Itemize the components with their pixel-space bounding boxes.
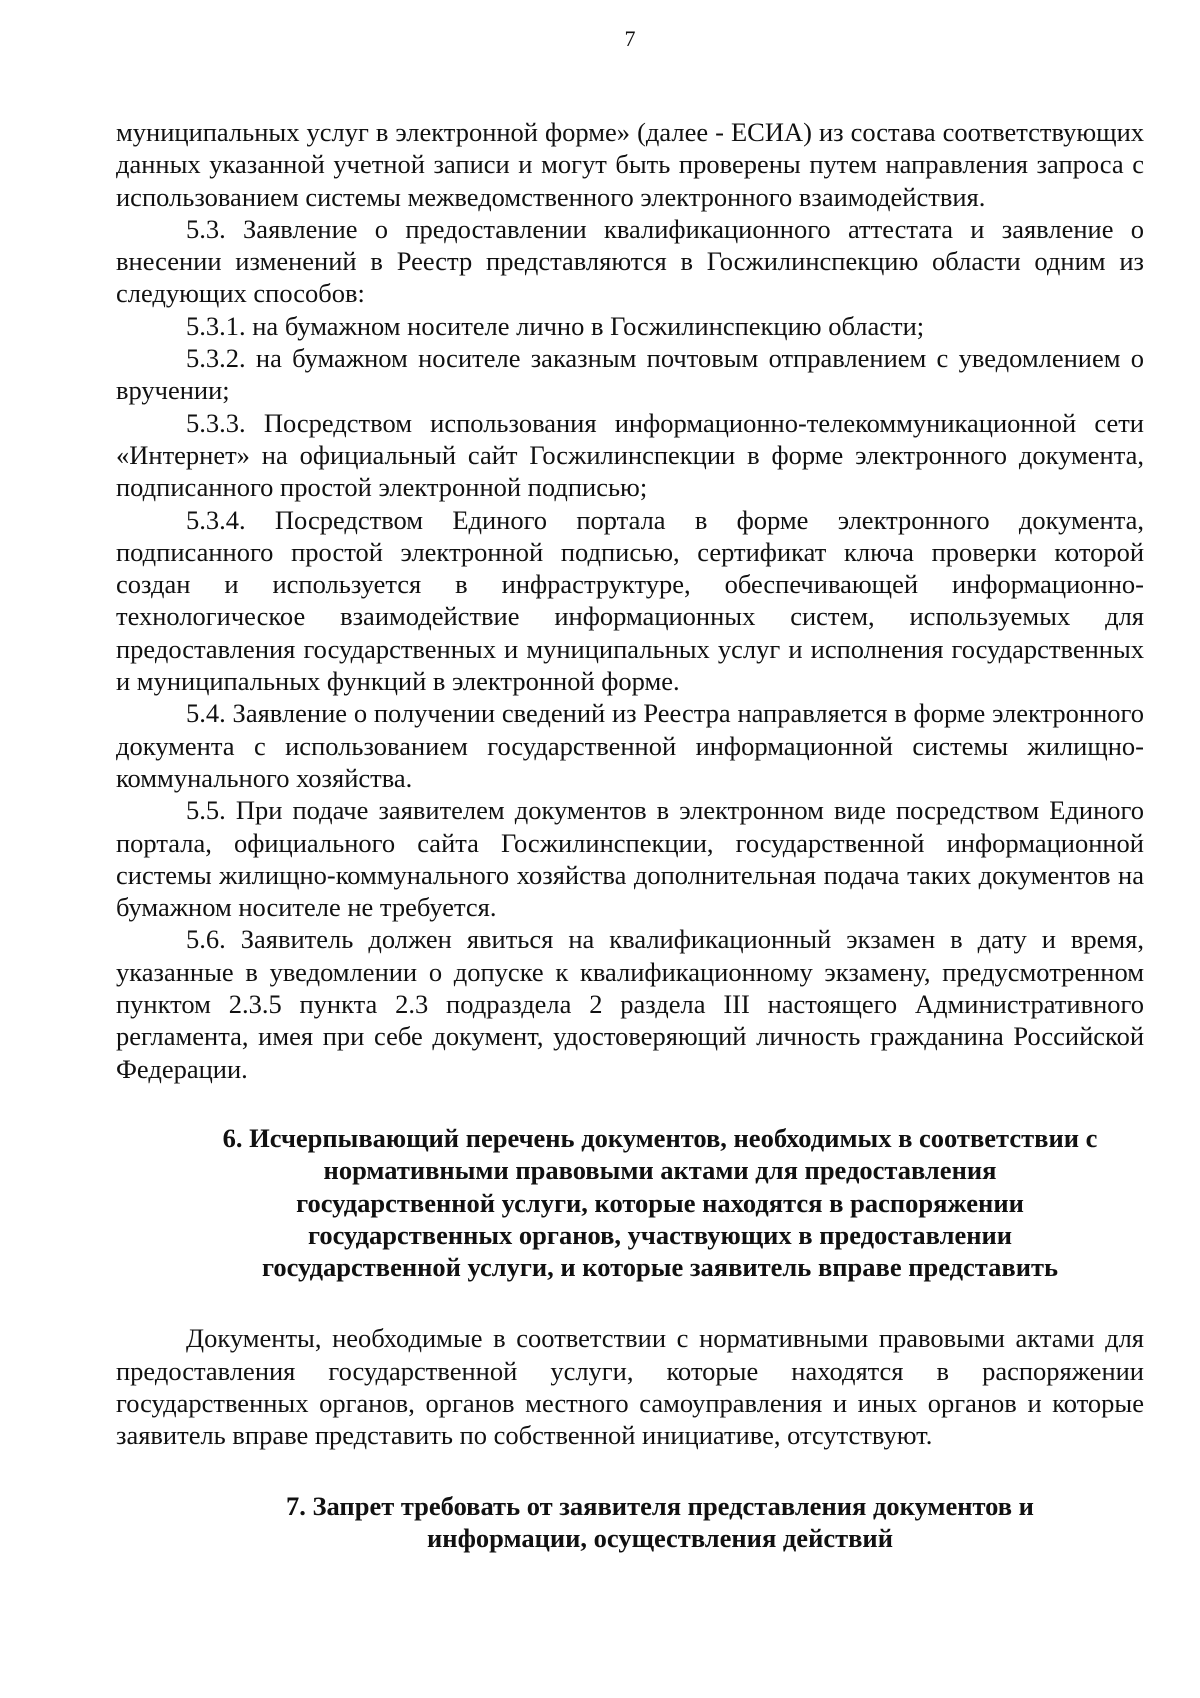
- section-6-paragraph: Документы, необходимые в соответствии с нормативными правовыми актами для предоставления государственной услуги, которые находятся в распоряжении государственных органов, органов местного самоуправления и иных органов и которые заявитель вправе представить по собственной инициативе, отсутствуют.: [116, 1323, 1144, 1451]
- section-6-heading-line: 6. Исчерпывающий перечень документов, необходимых в соответствии с: [222, 1122, 1098, 1153]
- paragraph-5-3-1: 5.3.1. на бумажном носителе лично в Госжилинспекцию области;: [186, 310, 925, 341]
- paragraph-5-3-4: 5.3.4. Посредством Единого портала в форме электронного документа, подписанного простой электронной подписью, сертификат ключа проверки которой создан и используется в инфраструктуре, обеспечивающей информационно-технологическое взаимодействие информационных систем, используемых для предоставления государственных и муниципальных услуг и исполнения государственных и муниципальных функций в электронной форме.: [116, 504, 1144, 697]
- paragraph-5-3: 5.3. Заявление о предоставлении квалификационного аттестата и заявление о внесении изменений в Реестр представляются в Госжилинспекцию области одним из следующих способов:: [116, 213, 1144, 309]
- section-6-heading-line: государственных органов, участвующих в предоставлении: [307, 1219, 1013, 1250]
- paragraph-5-3-2: 5.3.2. на бумажном носителе заказным почтовым отправлением с уведомлением о вручении;: [116, 343, 1144, 406]
- section-6-heading: [116, 1122, 1144, 1283]
- paragraph-5-4: 5.4. Заявление о получении сведений из Реестра направляется в форме электронного документа с использованием государственной информационной системы жилищно-коммунального хозяйства.: [116, 698, 1144, 793]
- section-7-heading-line: информации, осуществления действий: [427, 1522, 893, 1553]
- paragraph-5-3-3: 5.3.3. Посредством использования информационно-телекоммуникационной сети «Интернет» на официальный сайт Госжилинспекции в форме электронного документа, подписанного простой электронной подписью;: [116, 407, 1144, 503]
- paragraph-5-6: 5.6. Заявитель должен явиться на квалификационный экзамен в дату и время, указанные в уведомлении о допуске к квалификационному экзамену, предусмотренном пунктом 2.3.5 пункта 2.3 подраздела 2 раздела III настоящего Административного регламента, имея при себе документ, удостоверяющий личность гражданина Российской Федерации.: [116, 924, 1144, 1084]
- paragraph-esia-continuation: муниципальных услуг в электронной форме» (далее - ЕСИА) из состава соответствующих данных указанной учетной записи и могут быть проверены путем направления запроса с использованием системы межведомственного электронного взаимодействия.: [116, 117, 1144, 212]
- section-6-heading-line: нормативными правовыми актами для предоставления: [323, 1155, 997, 1186]
- section-7-heading: [116, 1490, 1144, 1555]
- page-number: 7: [624, 26, 636, 51]
- section-7-heading-line: 7. Запрет требовать от заявителя представления документов и: [286, 1490, 1034, 1521]
- document-body: [116, 116, 1144, 1554]
- paragraph-5-5: 5.5. При подаче заявителем документов в электронном виде посредством Единого портала, официального сайта Госжилинспекции, государственной информационной системы жилищно-коммунального хозяйства дополнительная подача таких документов на бумажном носителе не требуется.: [116, 795, 1144, 923]
- section-6-heading-line: государственной услуги, которые находятся в распоряжении: [296, 1187, 1024, 1218]
- section-6-heading-line: государственной услуги, и которые заявитель вправе представить: [261, 1252, 1058, 1283]
